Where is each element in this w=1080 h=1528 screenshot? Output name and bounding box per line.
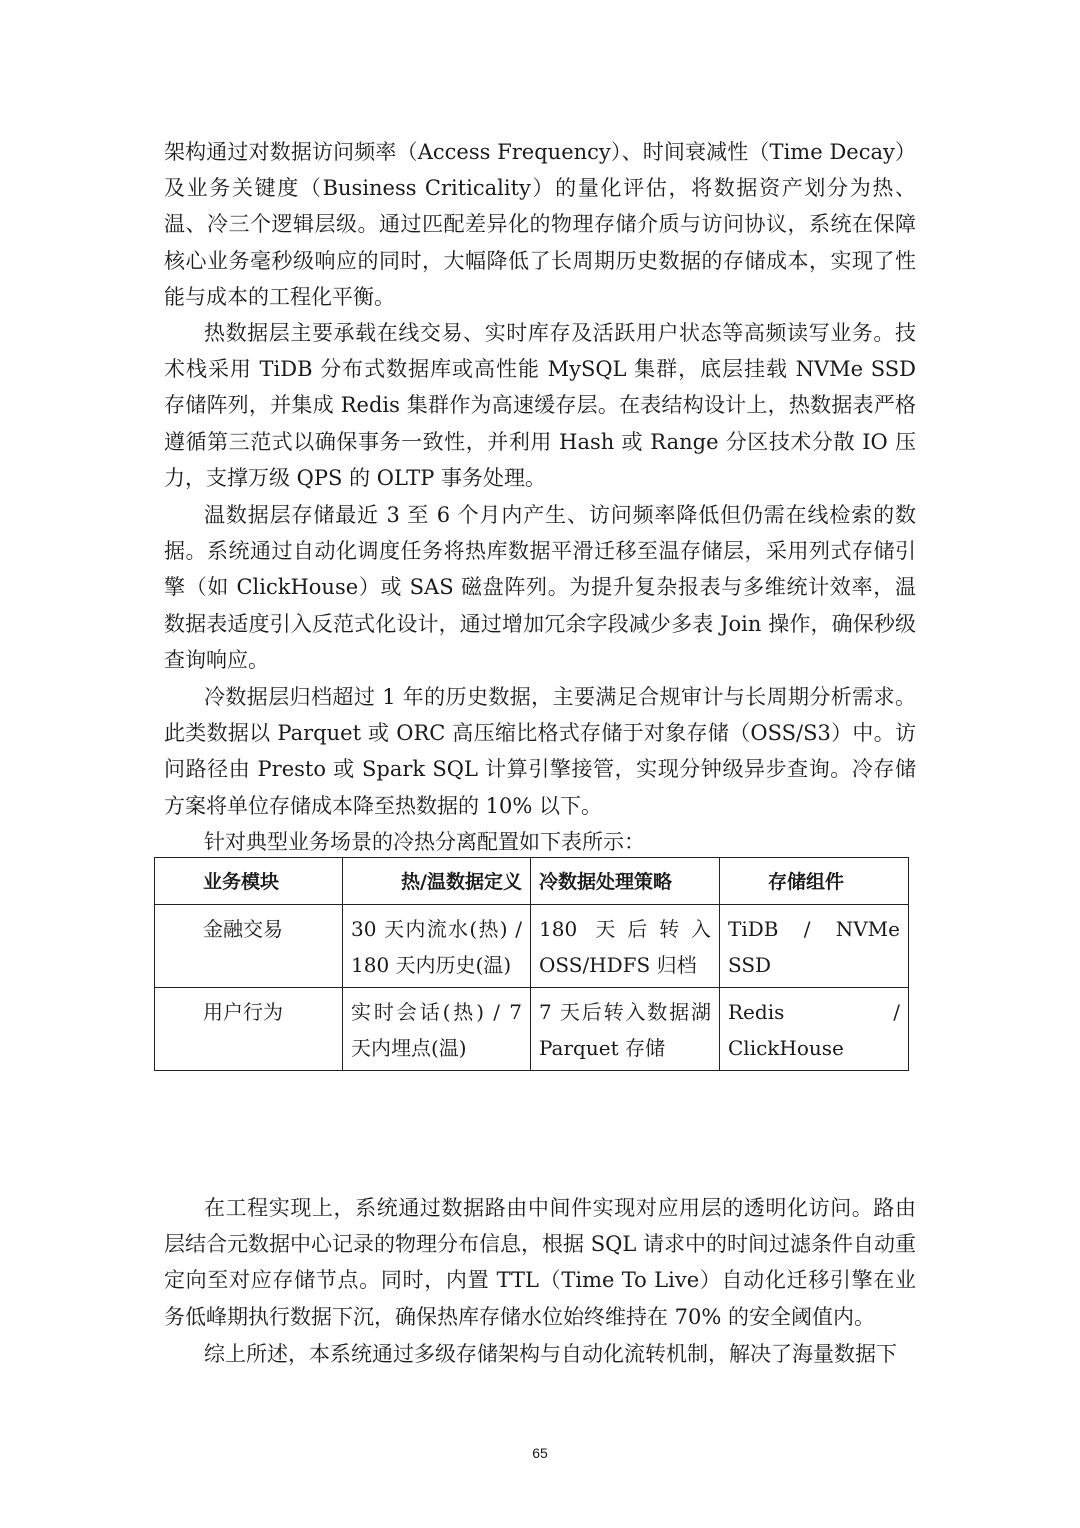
table-cell: 用户行为 bbox=[155, 988, 343, 1071]
config-table bbox=[154, 857, 909, 1071]
header-cold-strategy: 冷数据处理策略 bbox=[531, 858, 720, 905]
page-number: 65 bbox=[532, 1445, 548, 1461]
paragraph-intro: 架构通过对数据访问频率（Access Frequency）、时间衰减性（Time Decay）及业务关键度（Business Criticality）的量化评估，将数据资产划分为热、温、冷三个逻辑层级。通过匹配差异化的物理存储介质与访问协议，系统在保障核心业务毫秒级响应的同时，大幅降低了长周期历史数据的存储成本，实现了性能与成本的工程化平衡。 bbox=[164, 140, 916, 309]
table-cell: 7 天后转入数据湖 Parquet 存储 bbox=[531, 988, 720, 1071]
table-header-row bbox=[155, 858, 909, 905]
paragraph-hot-layer: 热数据层主要承载在线交易、实时库存及活跃用户状态等高频读写业务。技术栈采用 TiDB 分布式数据库或高性能 MySQL 集群，底层挂载 NVMe SSD 存储阵列，并集成 Redis 集群作为高速缓存层。在表结构设计上，热数据表严格遵循第三范式以确保事务一致性，并利用 Hash 或 Range 分区技术分散 IO 压力，支撑万级 QPS 的 OLTP 事务处理。 bbox=[164, 321, 916, 490]
table-row bbox=[155, 988, 909, 1071]
header-hot-warm-definition: 热/温数据定义 bbox=[343, 858, 531, 905]
paragraph-summary: 综上所述，本系统通过多级存储架构与自动化流转机制，解决了海量数据下 bbox=[204, 1342, 897, 1366]
paragraph-warm-layer: 温数据层存储最近 3 至 6 个月内产生、访问频率降低但仍需在线检索的数据。系统通过自动化调度任务将热库数据平滑迁移至温存储层，采用列式存储引擎（如 ClickHouse）或 SAS 磁盘阵列。为提升复杂报表与多维统计效率，温数据表适度引入反范式化设计，通过增加冗余字段减少多表 Join 操作，确保秒级查询响应。 bbox=[164, 503, 916, 672]
table-cell: 30 天内流水(热) / 180 天内历史(温) bbox=[343, 905, 531, 988]
paragraph-engineering: 在工程实现上，系统通过数据路由中间件实现对应用层的透明化访问。路由层结合元数据中心记录的物理分布信息，根据 SQL 请求中的时间过滤条件自动重定向至对应存储节点。同时，内置 TTL（Time To Live）自动化迁移引擎在业务低峰期执行数据下沉，确保热库存储水位始终维持在 70% 的安全阈值内。 bbox=[164, 1196, 916, 1329]
table-cell: 金融交易 bbox=[155, 905, 343, 988]
table-cell: 实时会话(热) / 7 天内埋点(温) bbox=[343, 988, 531, 1071]
header-storage-component: 存储组件 bbox=[720, 858, 909, 905]
header-business-module: 业务模块 bbox=[155, 858, 343, 905]
table-cell: TiDB / NVMe SSD bbox=[720, 905, 909, 988]
table-cell: 180 天后转入 OSS/HDFS 归档 bbox=[531, 905, 720, 988]
paragraph-table-intro: 针对典型业务场景的冷热分离配置如下表所示： bbox=[204, 830, 645, 854]
table-cell: Redis / ClickHouse bbox=[720, 988, 909, 1071]
table-row bbox=[155, 905, 909, 988]
paragraph-cold-layer: 冷数据层归档超过 1 年的历史数据，主要满足合规审计与长周期分析需求。此类数据以 Parquet 或 ORC 高压缩比格式存储于对象存储（OSS/S3）中。访问路径由 Presto 或 Spark SQL 计算引擎接管，实现分钟级异步查询。冷存储方案将单位存储成本降至热数据的 10% 以下。 bbox=[164, 685, 916, 818]
